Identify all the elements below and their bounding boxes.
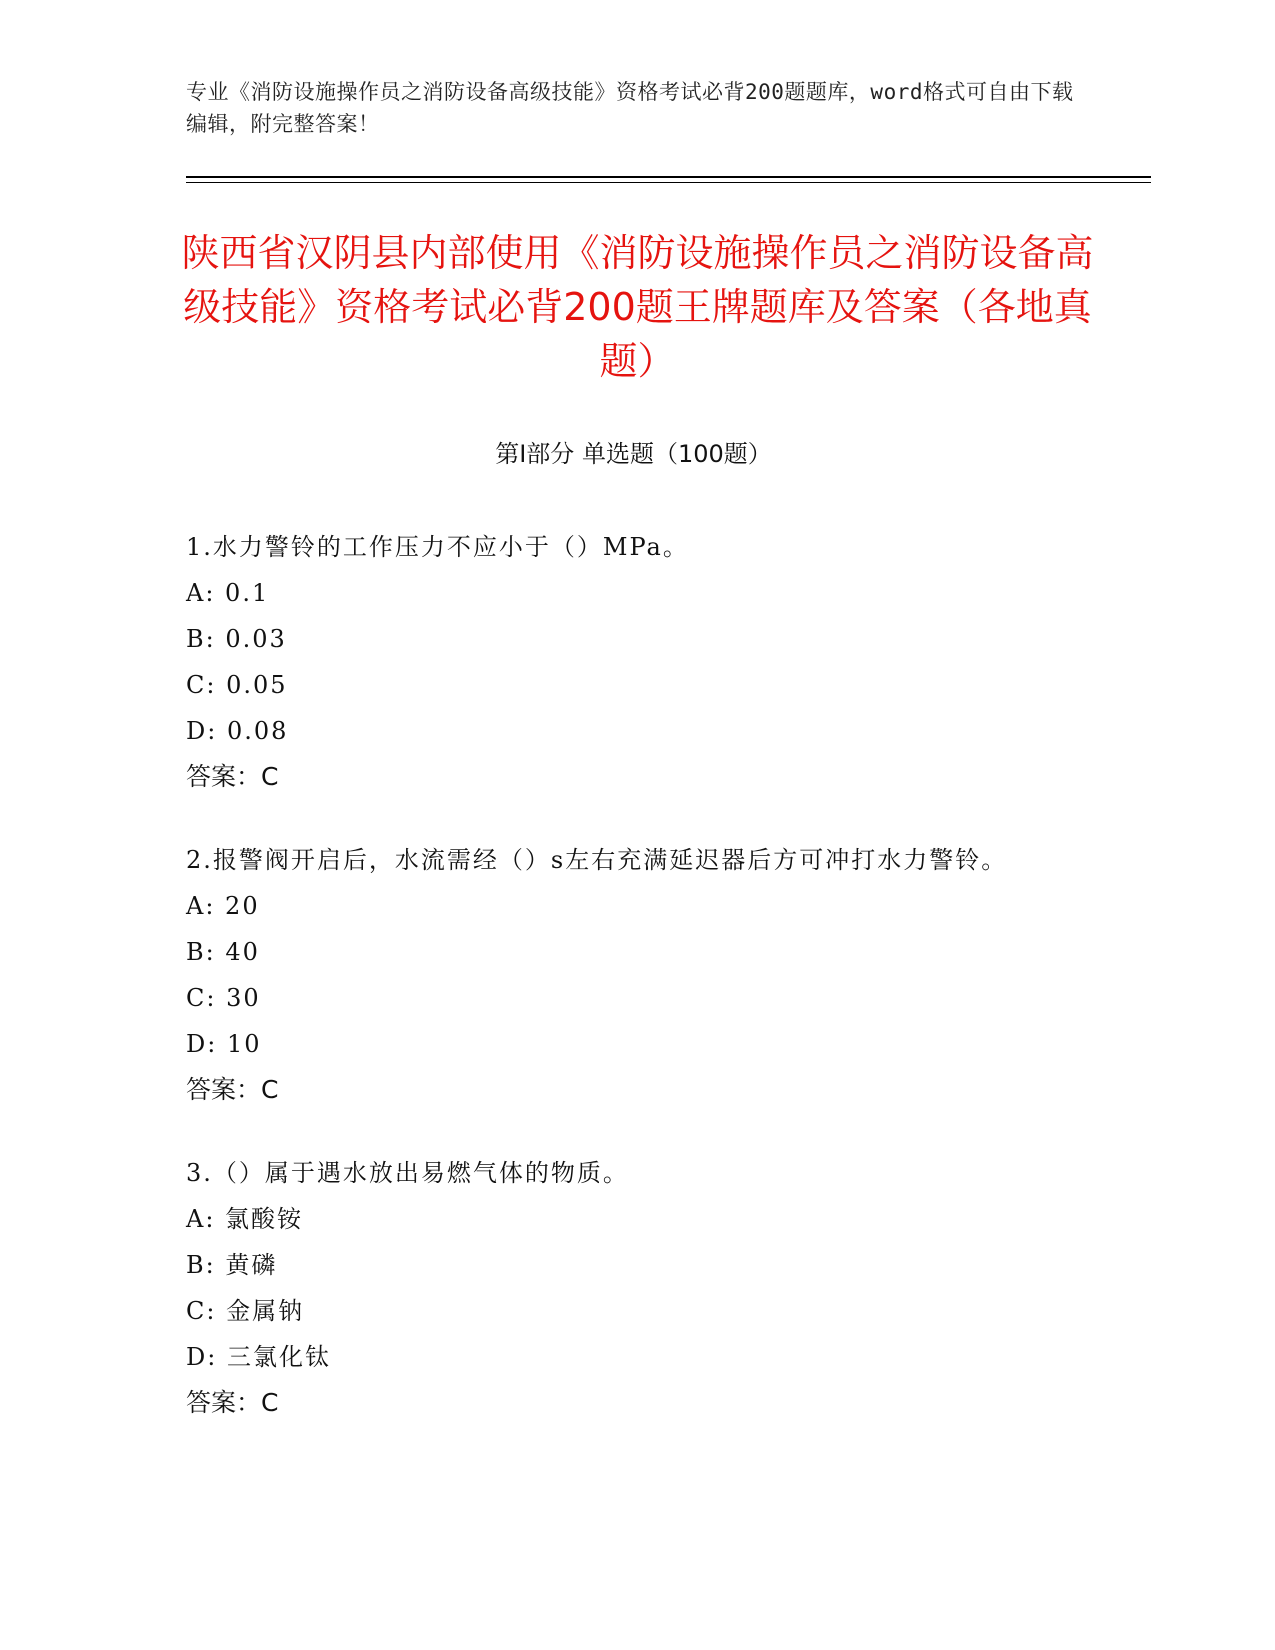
header-divider-thin: [186, 182, 1151, 183]
option-c: C: 金属钠: [186, 1297, 305, 1325]
question-stem: 1.水力警铃的工作压力不应小于（）MPa。: [186, 533, 689, 561]
option-b: B: 黄磷: [186, 1251, 278, 1279]
section-heading: 第Ⅰ部分 单选题（100题）: [495, 440, 772, 468]
answer-line: 答案：C: [186, 762, 279, 791]
option-a: A: 0.1: [186, 579, 270, 607]
question-item: [186, 837, 1091, 1113]
option-d: D: 三氯化钛: [186, 1343, 331, 1371]
question-item: [186, 524, 1091, 800]
option-c: C: 30: [186, 984, 261, 1012]
option-a: A: 氯酸铵: [186, 1205, 304, 1233]
option-b: B: 0.03: [186, 625, 287, 653]
question-list: [186, 524, 1091, 1463]
question-item: [186, 1150, 1091, 1426]
option-a: A: 20: [186, 892, 260, 920]
question-stem: 3.（）属于遇水放出易燃气体的物质。: [186, 1159, 629, 1187]
answer-line: 答案：C: [186, 1388, 279, 1417]
option-d: D: 0.08: [186, 717, 289, 745]
option-d: D: 10: [186, 1030, 262, 1058]
header-divider-thick: [186, 176, 1151, 178]
option-c: C: 0.05: [186, 671, 288, 699]
document-title: 陕西省汉阴县内部使用《消防设施操作员之消防设备高级技能》资格考试必背200题王牌题库及答案（各地真题）: [181, 231, 1094, 383]
answer-line: 答案：C: [186, 1075, 279, 1104]
header-note: 专业《消防设施操作员之消防设备高级技能》资格考试必背200题题库，word格式可自由下载编辑，附完整答案！: [186, 80, 1074, 136]
option-b: B: 40: [186, 938, 260, 966]
question-stem: 2.报警阀开启后，水流需经（）s左右充满延迟器后方可冲打水力警铃。: [186, 846, 1008, 874]
